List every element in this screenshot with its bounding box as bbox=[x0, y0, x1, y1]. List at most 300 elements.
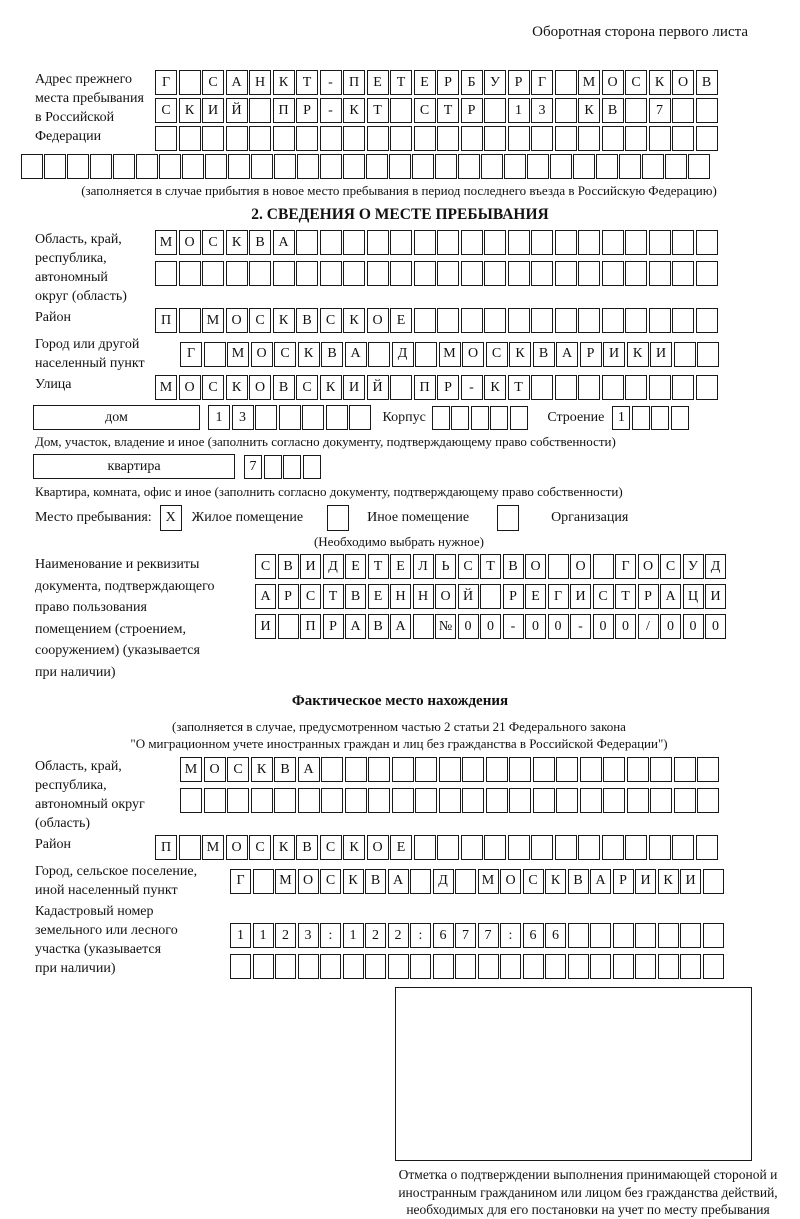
char-box: О bbox=[298, 869, 319, 894]
district-section bbox=[35, 308, 800, 333]
char-box: А bbox=[273, 230, 295, 255]
char-box bbox=[255, 405, 277, 430]
char-box: Д bbox=[705, 554, 726, 579]
char-box bbox=[649, 126, 671, 151]
char-box: - bbox=[570, 614, 591, 639]
char-box: Д bbox=[433, 869, 454, 894]
char-box: В bbox=[274, 757, 296, 782]
actual-location-title: Фактическое место нахождения bbox=[291, 693, 509, 709]
house-field-label-box: дом bbox=[33, 405, 200, 430]
char-box: В bbox=[296, 835, 318, 860]
char-box: Е bbox=[368, 584, 389, 609]
section2-title: 2. СВЕДЕНИЯ О МЕСТЕ ПРЕБЫВАНИЯ bbox=[251, 206, 549, 223]
char-box bbox=[642, 154, 664, 179]
char-box: О bbox=[602, 70, 624, 95]
char-box bbox=[531, 835, 553, 860]
char-box bbox=[481, 154, 503, 179]
char-box bbox=[696, 98, 718, 123]
korpus-row bbox=[432, 406, 530, 430]
actual-location-note-2: "О миграционном учете иностранных граждан и лиц без гражданства в Российской Федерации") bbox=[130, 736, 668, 751]
char-box bbox=[651, 406, 669, 430]
char-box bbox=[578, 375, 600, 400]
char-box: В bbox=[503, 554, 524, 579]
char-box bbox=[461, 261, 483, 286]
char-box bbox=[531, 126, 553, 151]
char-box bbox=[625, 230, 647, 255]
char-box: Т bbox=[390, 70, 412, 95]
char-box bbox=[297, 154, 319, 179]
char-box bbox=[251, 154, 273, 179]
char-box bbox=[275, 954, 296, 979]
char-box: 7 bbox=[455, 923, 476, 948]
char-box bbox=[451, 406, 469, 430]
city-section bbox=[35, 335, 800, 373]
char-box: 1 bbox=[612, 406, 630, 430]
char-box bbox=[249, 98, 271, 123]
region-section bbox=[35, 230, 800, 306]
ownership-document-row-3 bbox=[255, 614, 728, 639]
char-box: - bbox=[320, 98, 342, 123]
char-box: М bbox=[202, 308, 224, 333]
char-box: Р bbox=[503, 584, 524, 609]
char-box: Р bbox=[508, 70, 530, 95]
char-box: П bbox=[273, 98, 295, 123]
char-box: Т bbox=[480, 554, 501, 579]
char-box: С bbox=[320, 308, 342, 333]
char-box bbox=[672, 230, 694, 255]
char-box bbox=[680, 923, 701, 948]
actual-region-rows bbox=[180, 757, 721, 813]
char-box bbox=[484, 835, 506, 860]
char-box bbox=[345, 757, 367, 782]
char-box bbox=[458, 154, 480, 179]
char-box: Р bbox=[580, 342, 602, 367]
apartment-section bbox=[33, 454, 800, 479]
char-box: С bbox=[486, 342, 508, 367]
char-box bbox=[389, 154, 411, 179]
char-box bbox=[703, 954, 724, 979]
region-row-1 bbox=[155, 230, 719, 255]
apartment-field-label-box: квартира bbox=[33, 454, 235, 479]
char-box: Е bbox=[390, 835, 412, 860]
char-box bbox=[343, 154, 365, 179]
char-box bbox=[696, 308, 718, 333]
char-box: Т bbox=[437, 98, 459, 123]
char-box: К bbox=[251, 757, 273, 782]
char-box bbox=[650, 788, 672, 813]
char-box: И bbox=[705, 584, 726, 609]
char-box bbox=[545, 954, 566, 979]
char-box bbox=[590, 923, 611, 948]
district-label: Район bbox=[35, 310, 71, 325]
char-box bbox=[432, 406, 450, 430]
char-box bbox=[672, 308, 694, 333]
char-box: Е bbox=[414, 70, 436, 95]
char-box bbox=[90, 154, 112, 179]
house-number-row bbox=[208, 405, 373, 430]
char-box bbox=[273, 126, 295, 151]
char-box: О bbox=[249, 375, 271, 400]
char-box: В bbox=[533, 342, 555, 367]
char-box bbox=[632, 406, 650, 430]
char-box bbox=[555, 375, 577, 400]
char-box bbox=[226, 126, 248, 151]
char-box: И bbox=[635, 869, 656, 894]
char-box bbox=[414, 835, 436, 860]
char-box: А bbox=[590, 869, 611, 894]
char-box bbox=[627, 757, 649, 782]
char-box bbox=[672, 835, 694, 860]
district-row bbox=[155, 308, 719, 333]
char-box bbox=[625, 308, 647, 333]
char-box bbox=[649, 308, 671, 333]
ownership-document-label: Наименование и реквизиты документа, подтверждающего право пользования помещением (строением, сооружением) (указывается при наличии) bbox=[35, 557, 215, 680]
char-box bbox=[484, 261, 506, 286]
char-box bbox=[635, 954, 656, 979]
char-box bbox=[437, 126, 459, 151]
page-side-note: Оборотная сторона первого листа bbox=[532, 24, 748, 40]
char-box: 2 bbox=[275, 923, 296, 948]
char-box: К bbox=[627, 342, 649, 367]
char-box: 6 bbox=[433, 923, 454, 948]
char-box: 3 bbox=[232, 405, 254, 430]
char-box bbox=[390, 261, 412, 286]
char-box: 0 bbox=[458, 614, 479, 639]
char-box: К bbox=[343, 308, 365, 333]
char-box bbox=[67, 154, 89, 179]
actual-region-row-1 bbox=[180, 757, 721, 782]
char-box: В bbox=[321, 342, 343, 367]
char-box: А bbox=[345, 342, 367, 367]
korpus-label: Корпус bbox=[382, 409, 426, 425]
char-box bbox=[249, 126, 271, 151]
char-box bbox=[296, 126, 318, 151]
char-box bbox=[343, 126, 365, 151]
char-box bbox=[21, 154, 43, 179]
char-box bbox=[296, 230, 318, 255]
ownership-document-row-1 bbox=[255, 554, 728, 579]
char-box bbox=[508, 230, 530, 255]
char-box bbox=[671, 406, 689, 430]
char-box: П bbox=[300, 614, 321, 639]
char-box bbox=[414, 308, 436, 333]
char-box: А bbox=[255, 584, 276, 609]
char-box: С bbox=[227, 757, 249, 782]
char-box bbox=[296, 261, 318, 286]
char-box bbox=[368, 342, 390, 367]
char-box: 1 bbox=[230, 923, 251, 948]
char-box: К bbox=[298, 342, 320, 367]
char-box: О bbox=[251, 342, 273, 367]
char-box: 7 bbox=[649, 98, 671, 123]
prev-address-row-4 bbox=[21, 154, 800, 179]
actual-region-label: Область, край, республика, автономный округ (область) bbox=[35, 759, 145, 831]
char-box: И bbox=[343, 375, 365, 400]
cadastral-row-1 bbox=[230, 923, 725, 948]
char-box bbox=[613, 954, 634, 979]
char-box: Е bbox=[525, 584, 546, 609]
ownership-document-rows bbox=[255, 554, 728, 639]
char-box: 2 bbox=[388, 923, 409, 948]
char-box: - bbox=[320, 70, 342, 95]
char-box bbox=[113, 154, 135, 179]
char-box bbox=[412, 154, 434, 179]
char-box bbox=[568, 954, 589, 979]
char-box bbox=[326, 405, 348, 430]
char-box bbox=[462, 757, 484, 782]
char-box: М bbox=[155, 375, 177, 400]
char-box bbox=[182, 154, 204, 179]
char-box bbox=[602, 308, 624, 333]
char-box bbox=[578, 308, 600, 333]
char-box: М bbox=[578, 70, 600, 95]
char-box bbox=[368, 757, 390, 782]
char-box: И bbox=[650, 342, 672, 367]
char-box bbox=[484, 98, 506, 123]
char-box: Г bbox=[180, 342, 202, 367]
char-box bbox=[320, 230, 342, 255]
char-box: А bbox=[556, 342, 578, 367]
char-box: О bbox=[435, 584, 456, 609]
actual-region-section bbox=[35, 757, 800, 833]
char-box: - bbox=[461, 375, 483, 400]
char-box bbox=[439, 757, 461, 782]
char-box bbox=[658, 954, 679, 979]
char-box: 7 bbox=[478, 923, 499, 948]
char-box bbox=[251, 788, 273, 813]
char-box: 7 bbox=[244, 455, 262, 479]
char-box bbox=[688, 154, 710, 179]
char-box: А bbox=[388, 869, 409, 894]
stay-type-checkbox-other bbox=[327, 505, 349, 531]
char-box bbox=[578, 835, 600, 860]
char-box: С bbox=[202, 70, 224, 95]
char-box bbox=[321, 757, 343, 782]
char-box bbox=[461, 308, 483, 333]
char-box bbox=[555, 308, 577, 333]
char-box bbox=[531, 261, 553, 286]
char-box bbox=[298, 788, 320, 813]
char-box bbox=[602, 261, 624, 286]
char-box: 6 bbox=[545, 923, 566, 948]
char-box: О bbox=[367, 308, 389, 333]
char-box bbox=[390, 375, 412, 400]
char-box bbox=[415, 788, 437, 813]
char-box: С bbox=[274, 342, 296, 367]
char-box bbox=[625, 375, 647, 400]
char-box bbox=[392, 757, 414, 782]
prev-address-row-1 bbox=[155, 70, 719, 95]
char-box: Р bbox=[278, 584, 299, 609]
char-box: В bbox=[696, 70, 718, 95]
prev-address-rows bbox=[155, 70, 719, 151]
char-box: Р bbox=[296, 98, 318, 123]
char-box: А bbox=[660, 584, 681, 609]
char-box bbox=[204, 788, 226, 813]
prev-address-row-3 bbox=[155, 126, 719, 151]
char-box bbox=[320, 126, 342, 151]
char-box: 0 bbox=[480, 614, 501, 639]
stay-type-checkbox-residential: X bbox=[160, 505, 182, 531]
char-box bbox=[279, 405, 301, 430]
char-box bbox=[533, 757, 555, 782]
char-box: А bbox=[345, 614, 366, 639]
char-box: И bbox=[300, 554, 321, 579]
char-box: О bbox=[570, 554, 591, 579]
char-box bbox=[509, 757, 531, 782]
char-box bbox=[578, 126, 600, 151]
char-box bbox=[437, 230, 459, 255]
char-box bbox=[508, 126, 530, 151]
ownership-document-section bbox=[35, 554, 800, 683]
ownership-document-row-2 bbox=[255, 584, 728, 609]
prev-address-label: Адрес прежнего места пребывания в Российской Федерации bbox=[35, 72, 144, 144]
char-box bbox=[321, 788, 343, 813]
char-box: С bbox=[249, 308, 271, 333]
char-box bbox=[179, 308, 201, 333]
char-box: А bbox=[298, 757, 320, 782]
char-box: В bbox=[602, 98, 624, 123]
char-box bbox=[433, 954, 454, 979]
street-section bbox=[35, 375, 800, 400]
char-box: О bbox=[367, 835, 389, 860]
char-box bbox=[264, 455, 282, 479]
char-box: В bbox=[249, 230, 271, 255]
prev-address-note: (заполняется в случае прибытия в новое место пребывания в период последнего въезда в Российскую Федерацию) bbox=[81, 183, 717, 198]
char-box bbox=[392, 788, 414, 813]
char-box: Е bbox=[345, 554, 366, 579]
char-box bbox=[555, 98, 577, 123]
char-box bbox=[478, 954, 499, 979]
char-box bbox=[228, 154, 250, 179]
stay-type-note: (Необходимо выбрать нужное) bbox=[313, 534, 485, 549]
char-box bbox=[674, 757, 696, 782]
char-box bbox=[658, 923, 679, 948]
char-box: Т bbox=[615, 584, 636, 609]
char-box bbox=[665, 154, 687, 179]
char-box bbox=[179, 126, 201, 151]
char-box bbox=[635, 923, 656, 948]
char-box: Т bbox=[367, 98, 389, 123]
char-box bbox=[555, 261, 577, 286]
char-box bbox=[435, 154, 457, 179]
char-box: - bbox=[503, 614, 524, 639]
char-box bbox=[486, 757, 508, 782]
char-box: Р bbox=[461, 98, 483, 123]
char-box: С bbox=[660, 554, 681, 579]
char-box bbox=[365, 954, 386, 979]
char-box: С bbox=[300, 584, 321, 609]
char-box: С bbox=[296, 375, 318, 400]
char-box bbox=[484, 126, 506, 151]
char-box bbox=[568, 923, 589, 948]
char-box bbox=[179, 835, 201, 860]
char-box: Р bbox=[437, 375, 459, 400]
char-box bbox=[390, 126, 412, 151]
char-box: Ц bbox=[683, 584, 704, 609]
char-box: О bbox=[204, 757, 226, 782]
char-box: К bbox=[273, 308, 295, 333]
char-box bbox=[484, 230, 506, 255]
char-box bbox=[366, 154, 388, 179]
char-box bbox=[697, 757, 719, 782]
char-box bbox=[602, 126, 624, 151]
char-box: П bbox=[155, 308, 177, 333]
char-box: 0 bbox=[525, 614, 546, 639]
char-box: 1 bbox=[253, 923, 274, 948]
char-box: С bbox=[249, 835, 271, 860]
char-box: Т bbox=[323, 584, 344, 609]
char-box bbox=[696, 261, 718, 286]
char-box bbox=[672, 98, 694, 123]
char-box: У bbox=[683, 554, 704, 579]
char-box: М bbox=[478, 869, 499, 894]
char-box: О bbox=[462, 342, 484, 367]
char-box: Р bbox=[613, 869, 634, 894]
actual-district-row bbox=[155, 835, 719, 860]
char-box bbox=[625, 98, 647, 123]
char-box bbox=[298, 954, 319, 979]
char-box bbox=[390, 98, 412, 123]
char-box bbox=[439, 788, 461, 813]
char-box bbox=[461, 230, 483, 255]
char-box: В bbox=[345, 584, 366, 609]
char-box: 0 bbox=[615, 614, 636, 639]
apartment-number-row bbox=[244, 455, 322, 479]
char-box bbox=[303, 455, 321, 479]
house-note: Дом, участок, владение и иное (заполнить согласно документу, подтверждающему право собственности) bbox=[35, 434, 616, 449]
char-box bbox=[602, 375, 624, 400]
region-row-2 bbox=[155, 261, 719, 286]
char-box: К bbox=[545, 869, 566, 894]
char-box: Й bbox=[458, 584, 479, 609]
char-box: К bbox=[484, 375, 506, 400]
char-box bbox=[302, 405, 324, 430]
char-box bbox=[368, 788, 390, 813]
char-box: О bbox=[226, 308, 248, 333]
char-box bbox=[680, 954, 701, 979]
char-box: 0 bbox=[548, 614, 569, 639]
char-box bbox=[703, 869, 724, 894]
char-box: С bbox=[202, 230, 224, 255]
char-box bbox=[484, 308, 506, 333]
char-box bbox=[523, 954, 544, 979]
stroenie-label: Строение bbox=[547, 409, 605, 425]
char-box bbox=[625, 835, 647, 860]
char-box bbox=[320, 954, 341, 979]
char-box: С bbox=[320, 835, 342, 860]
char-box bbox=[367, 261, 389, 286]
cadastral-rows bbox=[230, 902, 725, 979]
char-box: К bbox=[658, 869, 679, 894]
char-box bbox=[556, 788, 578, 813]
char-box bbox=[508, 261, 530, 286]
char-box bbox=[555, 835, 577, 860]
char-box bbox=[555, 70, 577, 95]
char-box bbox=[437, 261, 459, 286]
char-box bbox=[462, 788, 484, 813]
char-box bbox=[596, 154, 618, 179]
char-box bbox=[590, 954, 611, 979]
stay-type-option-organization: Организация bbox=[551, 510, 629, 525]
char-box: 6 bbox=[523, 923, 544, 948]
char-box bbox=[278, 614, 299, 639]
char-box: В bbox=[273, 375, 295, 400]
char-box bbox=[527, 154, 549, 179]
char-box: / bbox=[638, 614, 659, 639]
char-box bbox=[602, 230, 624, 255]
char-box bbox=[274, 154, 296, 179]
